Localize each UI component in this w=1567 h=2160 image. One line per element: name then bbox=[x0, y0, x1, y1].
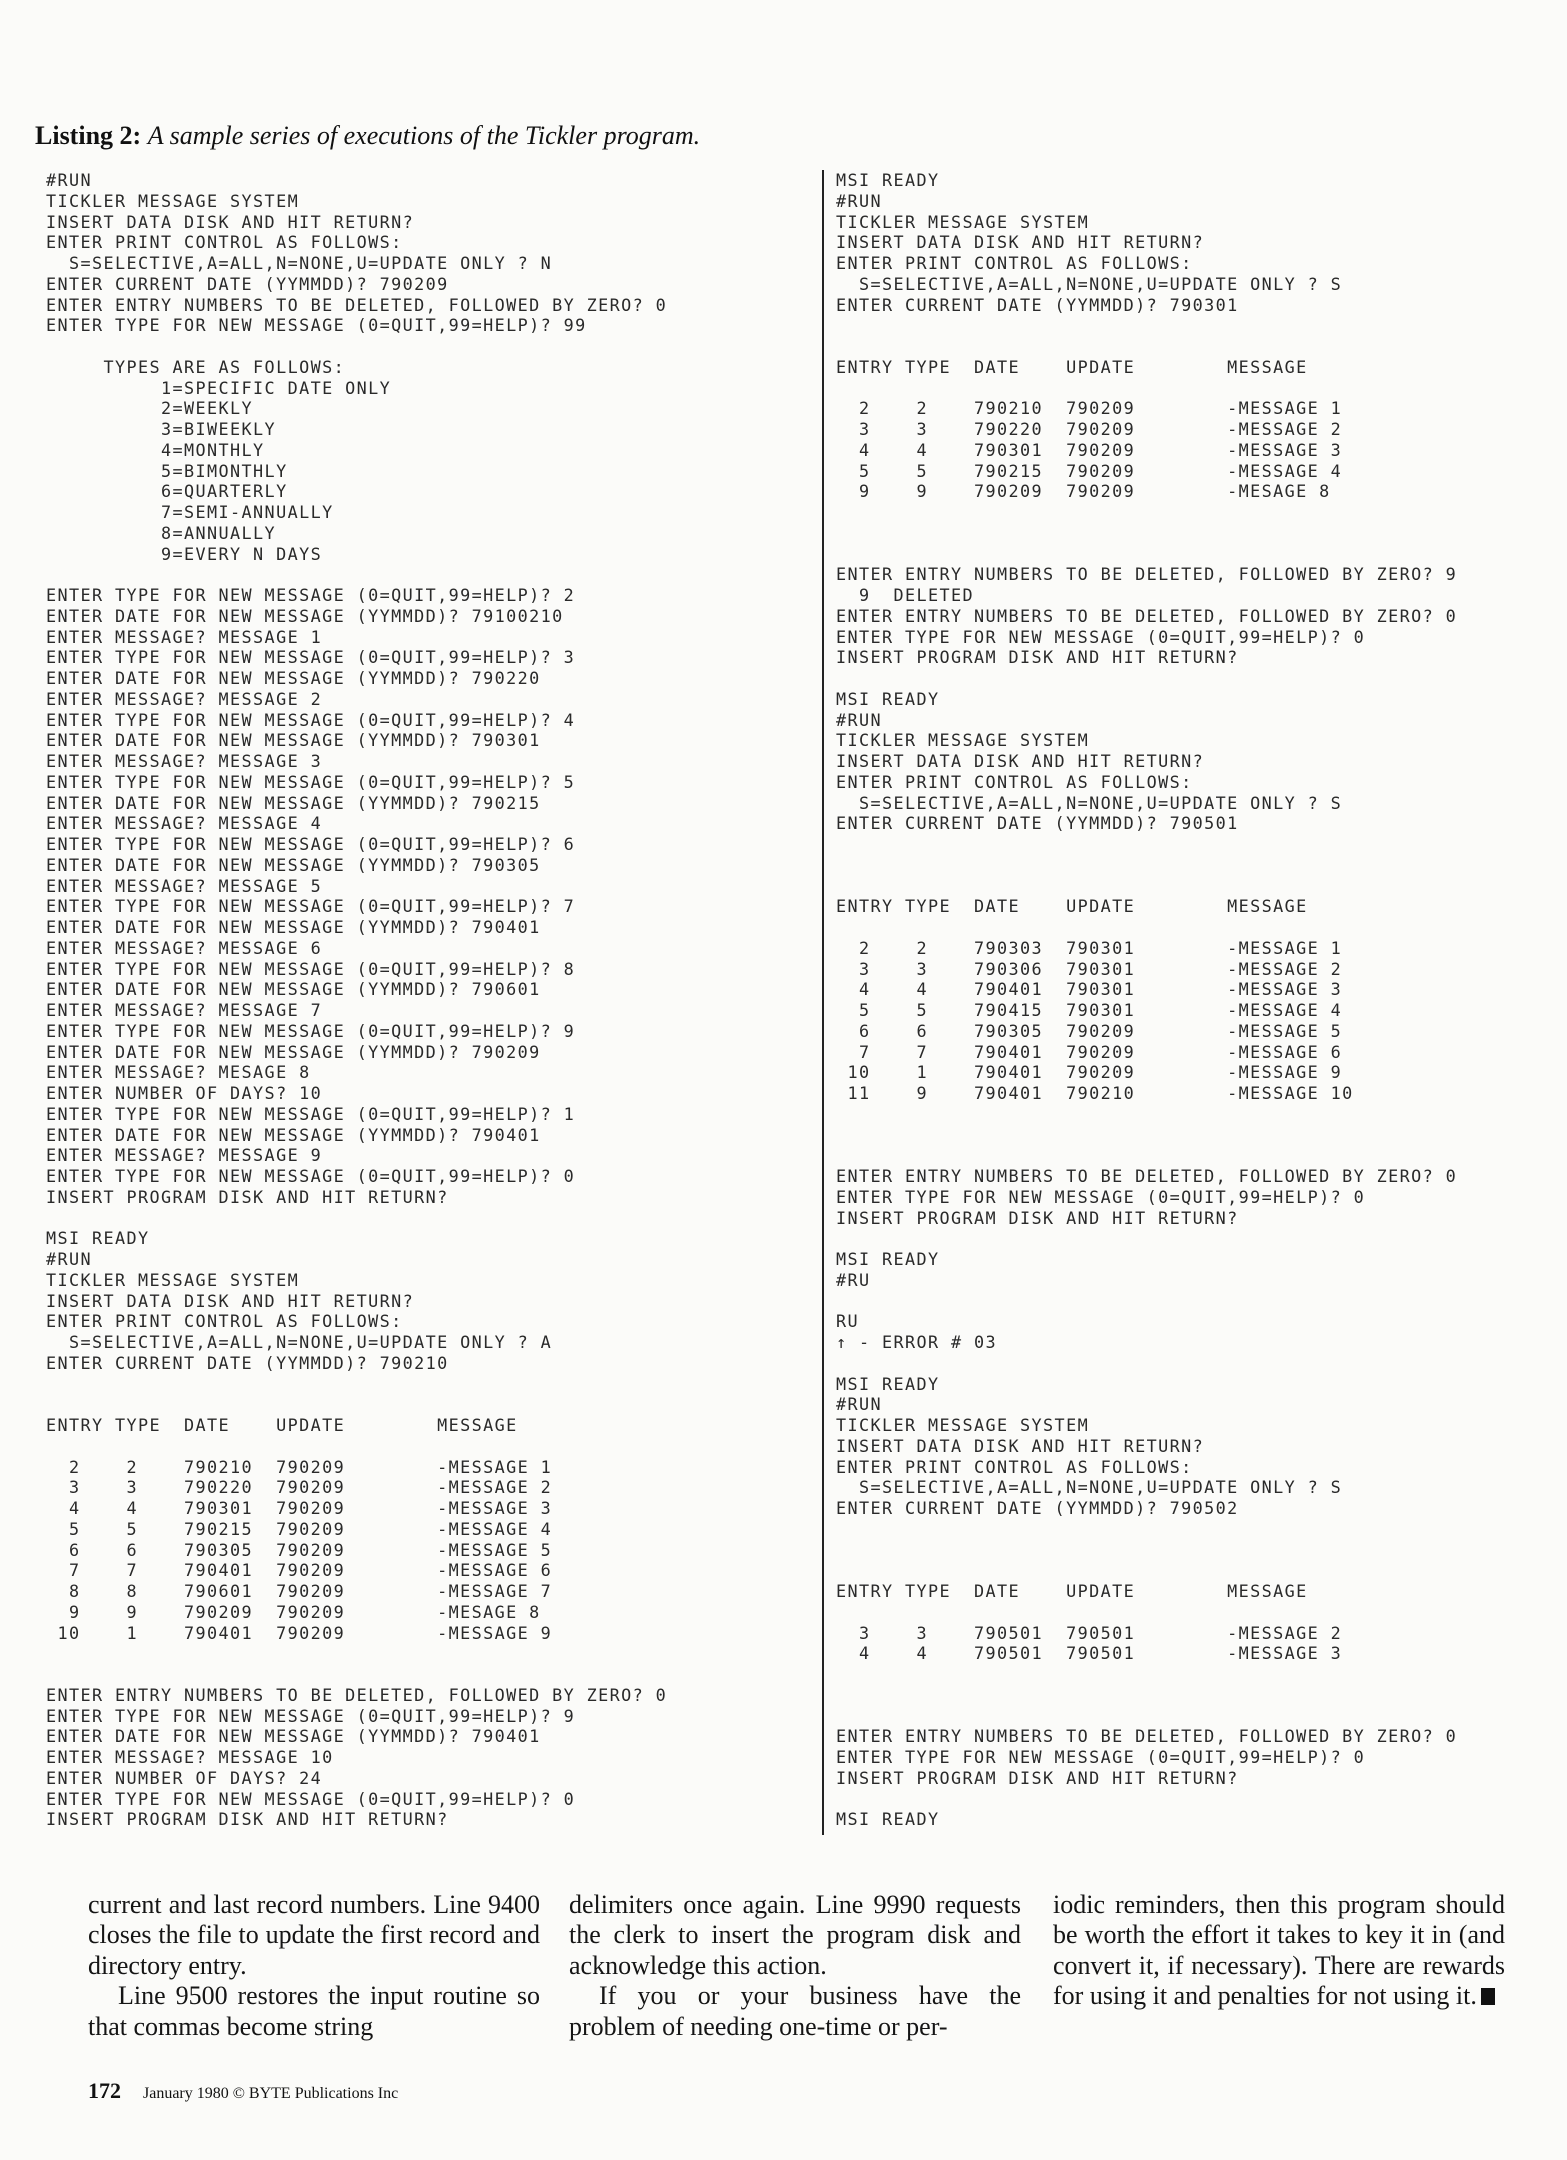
paragraph bbox=[1053, 1890, 1505, 2012]
footer-text: January 1980 © BYTE Publications Inc bbox=[143, 2085, 399, 2102]
end-of-article-mark bbox=[1481, 1988, 1495, 2005]
program-listing bbox=[32, 170, 1567, 1835]
page-footer bbox=[88, 2079, 398, 2106]
article-column-1 bbox=[88, 1890, 540, 2050]
column-divider bbox=[822, 170, 824, 1835]
listing-right-column: MSI READY #RUN TICKLER MESSAGE SYSTEM INSERT DATA DISK AND HIT RETURN? ENTER PRINT CONTROL AS FOLLOWS: S=SELECTIVE,A=ALL,N=NONE,U=UPDATE ONLY ? S ENTER CURRENT DATE (YYMMDD)? 790301 ENTRY TYPE DATE UPDATE MESSAGE 2 2 790210 790209 -MESSAGE 1 3 3 790220 790209 -MESSAGE 2 4 4 790301 790209 -MESSAGE 3 5 5 790215 790209 -MESSAGE 4 9 9 790209 790209 -MESAGE 8 ENTER ENTRY NUMBERS TO BE DELETED, FOLLOWED BY ZERO? 9 9 DELETED ENTER ENTRY NUMBERS TO BE DELETED, FOLLOWED BY ZERO? 0 ENTER TYPE FOR NEW MESSAGE (0=QUIT,99=HELP)? 0 INSERT PROGRAM DISK AND HIT RETURN? MSI READY #RUN TICKLER MESSAGE SYSTEM INSERT DATA DISK AND HIT RETURN? ENTER PRINT CONTROL AS FOLLOWS: S=SELECTIVE,A=ALL,N=NONE,U=UPDATE ONLY ? S ENTER CURRENT DATE (YYMMDD)? 790501 ENTRY TYPE DATE UPDATE MESSAGE 2 2 790303 790301 -MESSAGE 1 3 3 790306 790301 -MESSAGE 2 4 4 790401 790301 -MESSAGE 3 5 5 790415 790301 -MESSAGE 4 6 6 790305 790209 -MESSAGE 5 7 7 790401 790209 -MESSAGE 6 10 1 790401 790209 -MESSAGE 9 11 9 790401 790210 -MESSAGE 10 ENTER ENTRY NUMBERS TO BE DELETED, FOLLOWED BY ZERO? 0 ENTER TYPE FOR NEW MESSAGE (0=QUIT,99=HELP)? 0 INSERT PROGRAM DISK AND HIT RETURN? MSI READY #RU RU ↑ - ERROR # 03 MSI READY #RUN TICKLER MESSAGE SYSTEM INSERT DATA DISK AND HIT RETURN? ENTER PRINT CONTROL AS FOLLOWS: S=SELECTIVE,A=ALL,N=NONE,U=UPDATE ONLY ? S ENTER CURRENT DATE (YYMMDD)? 790502 ENTRY TYPE DATE UPDATE MESSAGE 3 3 790501 790501 -MESSAGE 2 4 4 790501 790501 -MESSAGE 3 ENTER ENTRY NUMBERS TO BE DELETED, FOLLOWED BY ZERO? 0 ENTER TYPE FOR NEW MESSAGE (0=QUIT,99=HELP)? 0 INSERT PROGRAM DISK AND HIT RETURN? MSI READY bbox=[836, 170, 1458, 1830]
paragraph: delimiters once again. Line 9990 requests the clerk to insert the program disk and acknowledge this action. bbox=[569, 1890, 1021, 1980]
caption-text: A sample series of executions of the Tickler program. bbox=[147, 121, 701, 150]
article-column-3 bbox=[1053, 1890, 1505, 2050]
article-column-2 bbox=[569, 1890, 1021, 2050]
paragraph: If you or your business have the problem of needing one-time or per- bbox=[569, 1981, 1021, 2041]
page-number: 172 bbox=[88, 2078, 121, 2103]
listing-caption bbox=[35, 121, 1335, 151]
paragraph-text: iodic reminders, then this program should be worth the effort it takes to key it in (and convert it, if necessary). There are rewards for using it and penalties for not using it. bbox=[1053, 1890, 1505, 2011]
paragraph: current and last record numbers. Line 9400 closes the file to update the first record and directory entry. bbox=[88, 1890, 540, 1980]
paragraph: Line 9500 restores the input routine so that commas become string bbox=[88, 1981, 540, 2041]
caption-label: Listing 2: bbox=[35, 121, 142, 150]
listing-left-column: #RUN TICKLER MESSAGE SYSTEM INSERT DATA DISK AND HIT RETURN? ENTER PRINT CONTROL AS FOLLOWS: S=SELECTIVE,A=ALL,N=NONE,U=UPDATE ONLY ? N ENTER CURRENT DATE (YYMMDD)? 790209 ENTER ENTRY NUMBERS TO BE DELETED, FOLLOWED BY ZERO? 0 ENTER TYPE FOR NEW MESSAGE (0=QUIT,99=HELP)? 99 TYPES ARE AS FOLLOWS: 1=SPECIFIC DATE ONLY 2=WEEKLY 3=BIWEEKLY 4=MONTHLY 5=BIMONTHLY 6=QUARTERLY 7=SEMI-ANNUALLY 8=ANNUALLY 9=EVERY N DAYS ENTER TYPE FOR NEW MESSAGE (0=QUIT,99=HELP)? 2 ENTER DATE FOR NEW MESSAGE (YYMMDD)? 79100210 ENTER MESSAGE? MESSAGE 1 ENTER TYPE FOR NEW MESSAGE (0=QUIT,99=HELP)? 3 ENTER DATE FOR NEW MESSAGE (YYMMDD)? 790220 ENTER MESSAGE? MESSAGE 2 ENTER TYPE FOR NEW MESSAGE (0=QUIT,99=HELP)? 4 ENTER DATE FOR NEW MESSAGE (YYMMDD)? 790301 ENTER MESSAGE? MESSAGE 3 ENTER TYPE FOR NEW MESSAGE (0=QUIT,99=HELP)? 5 ENTER DATE FOR NEW MESSAGE (YYMMDD)? 790215 ENTER MESSAGE? MESSAGE 4 ENTER TYPE FOR NEW MESSAGE (0=QUIT,99=HELP)? 6 ENTER DATE FOR NEW MESSAGE (YYMMDD)? 790305 ENTER MESSAGE? MESSAGE 5 ENTER TYPE FOR NEW MESSAGE (0=QUIT,99=HELP)? 7 ENTER DATE FOR NEW MESSAGE (YYMMDD)? 790401 ENTER MESSAGE? MESSAGE 6 ENTER TYPE FOR NEW MESSAGE (0=QUIT,99=HELP)? 8 ENTER DATE FOR NEW MESSAGE (YYMMDD)? 790601 ENTER MESSAGE? MESSAGE 7 ENTER TYPE FOR NEW MESSAGE (0=QUIT,99=HELP)? 9 ENTER DATE FOR NEW MESSAGE (YYMMDD)? 790209 ENTER MESSAGE? MESAGE 8 ENTER NUMBER OF DAYS? 10 ENTER TYPE FOR NEW MESSAGE (0=QUIT,99=HELP)? 1 ENTER DATE FOR NEW MESSAGE (YYMMDD)? 790401 ENTER MESSAGE? MESSAGE 9 ENTER TYPE FOR NEW MESSAGE (0=QUIT,99=HELP)? 0 INSERT PROGRAM DISK AND HIT RETURN? MSI READY #RUN TICKLER MESSAGE SYSTEM INSERT DATA DISK AND HIT RETURN? ENTER PRINT CONTROL AS FOLLOWS: S=SELECTIVE,A=ALL,N=NONE,U=UPDATE ONLY ? A ENTER CURRENT DATE (YYMMDD)? 790210 ENTRY TYPE DATE UPDATE MESSAGE 2 2 790210 790209 -MESSAGE 1 3 3 790220 790209 -MESSAGE 2 4 4 790301 790209 -MESSAGE 3 5 5 790215 790209 -MESSAGE 4 6 6 790305 790209 -MESSAGE 5 7 7 790401 790209 -MESSAGE 6 8 8 790601 790209 -MESSAGE 7 9 9 790209 790209 -MESAGE 8 10 1 790401 790209 -MESSAGE 9 ENTER ENTRY NUMBERS TO BE DELETED, FOLLOWED BY ZERO? 0 ENTER TYPE FOR NEW MESSAGE (0=QUIT,99=HELP)? 9 ENTER DATE FOR NEW MESSAGE (YYMMDD)? 790401 ENTER MESSAGE? MESSAGE 10 ENTER NUMBER OF DAYS? 24 ENTER TYPE FOR NEW MESSAGE (0=QUIT,99=HELP)? 0 INSERT PROGRAM DISK AND HIT RETURN? bbox=[46, 170, 668, 1830]
